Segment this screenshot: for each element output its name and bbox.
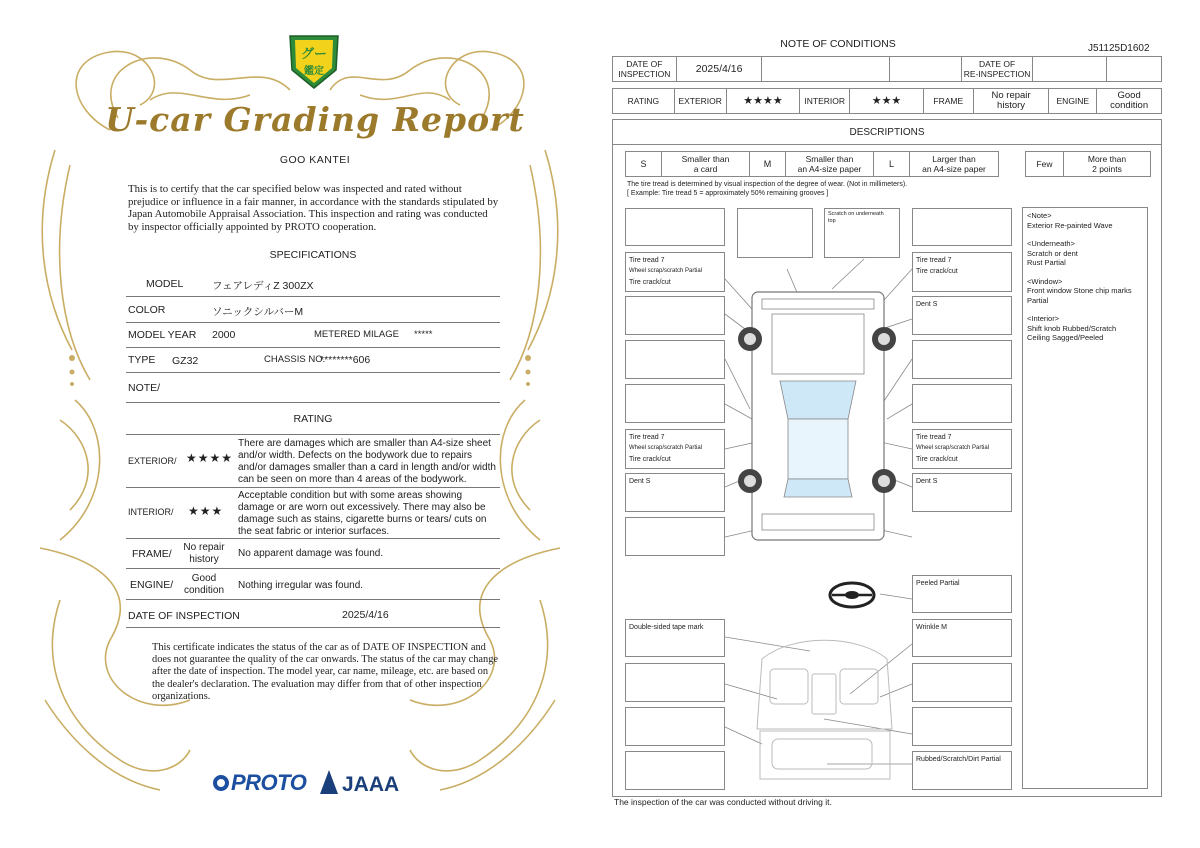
frame-label: FRAME [924,89,974,113]
frame-value [182,542,226,566]
window-line1: Front window Stone chip marks [1027,286,1132,295]
goo-kantei-badge-icon [286,30,342,92]
chassis-label: CHASSIS NO. [264,354,326,365]
description-box-interior-left-2 [625,707,725,746]
certificate-intro: This is to certify that the car specified below was inspected and rated without prejudice or influence in a fair manner, in accordance with the standards stipulated by Japan Automobile Appraisal Association. This inspection and rating was conducted by inspector officially appointed by PROTO cooperation. [128,183,499,233]
engine-value-line1: Good [1117,90,1141,101]
proto-logo [213,770,306,796]
jaaa-logo-text: JAAA [342,773,400,796]
description-box-left-1 [625,296,725,335]
steering-peeled: Peeled Partial [916,580,960,587]
underneath-line1: Scratch or dent [1027,248,1078,258]
description-box-front-left-tire [625,252,725,292]
fr-tire-crack: Tire crack/cut [916,268,958,275]
legend-m: M [750,152,786,176]
description-box-front-right-tire [912,252,1012,292]
description-box-left-4 [625,517,725,556]
note-line1: Exterior Re-painted Wave [1027,220,1113,230]
legend-s-desc-2: a card [693,164,718,174]
window-line2: Partial [1027,295,1049,305]
rating-heading: RATING [293,413,333,425]
description-box-front-right-dent [912,296,1012,335]
legend-few: Few [1026,152,1064,176]
specifications-heading: SPECIFICATIONS [269,249,357,261]
spec-row-year [126,323,500,348]
description-box-rubbed [912,751,1012,790]
car-top-view [738,292,896,540]
engine-value [182,573,226,597]
note-heading: <Note> [1027,211,1052,220]
fr-tire-tread: Tire tread 7 [916,257,952,264]
frame-value-line2: history [189,554,219,565]
interior-label: INTERIOR [800,89,850,113]
fl-tire-crack: Tire crack/cut [629,279,671,286]
notes-window [1027,277,1143,306]
spec-row-note [126,373,500,403]
color-label: COLOR [128,304,166,316]
description-box-rear-left-tire [625,429,725,469]
car-interior-view [757,640,892,779]
chassis-value: ********606 [320,354,371,366]
notes-interior [1027,314,1143,343]
description-box-left-2 [625,340,725,379]
underneath-heading: <Underneath> [1027,239,1075,248]
description-box-underneath [824,208,900,258]
mileage-value: ***** [414,329,433,340]
description-box-rear-right-dent [912,473,1012,512]
rl-wheel-scrap: Wheel scrap/scratch Partial [629,445,703,451]
rating-label: RATING [613,89,675,113]
legend-s-desc-1: Smaller than [681,154,730,164]
date-label-line2: INSPECTION [618,69,671,79]
steering-wheel-icon [830,583,874,607]
row-date-of-inspection [126,600,500,628]
tire-note-line1: The tire tread is determined by visual inspection of the degree of wear. (Not in millimeters). [627,181,908,188]
rl-tire-tread: Tire tread 7 [629,434,665,441]
date-label-line1: DATE OF [626,59,663,69]
rating-row-interior [126,488,500,539]
note-title: NOTE OF CONDITIONS [780,38,896,50]
descriptions-heading: DESCRIPTIONS [613,120,1161,145]
note-label: NOTE/ [128,382,161,394]
engine-value-line1: Good [191,573,217,584]
description-box-rear-left-dent [625,473,725,512]
date-empty-cell-2 [890,57,962,81]
legend-l-desc-1: Larger than [932,154,976,164]
note-of-conditions [600,0,1200,848]
model-value: フェアレディZ 300ZX [212,280,314,292]
legend-more-2: 2 points [1092,164,1122,174]
rating-row-frame [126,539,500,569]
rr-tire-tread: Tire tread 7 [916,434,952,441]
description-box-front-top [737,208,813,258]
frame-value-line2: history [997,100,1026,111]
date-of-inspection-label [613,57,677,81]
rr-wheel-scrap: Wheel scrap/scratch Partial [916,445,990,451]
legend-m-desc-2: an A4-size paper [797,164,862,174]
badge-top-text: グー [300,47,328,62]
document-id: J51125D1602 [1088,43,1150,54]
exterior-stars: ★★★★ [727,89,801,113]
date-of-inspection-value: 2025/4/16 [342,609,389,621]
inspection-footer-note: The inspection of the car was conducted without driving it. [614,797,832,807]
interior-stars: ★★★ [188,504,224,518]
interior-description: Acceptable condition but with some areas showing damage or are worn out excessively. There may also be damage such as stains, cigarette burns or tears/ cuts on the seat fabric or interior surfaces. [238,490,487,537]
certificate-subtitle: GOO KANTEI [279,154,351,166]
legend-l-desc-2: an A4-size paper [922,164,986,174]
underneath-line2: top [828,218,836,224]
fr-dent: Dent S [916,301,938,308]
engine-description: Nothing irregular was found. [238,580,364,591]
fl-tire-tread: Tire tread 7 [629,257,665,264]
reinspect-label-line2: RE-INSPECTION [963,69,1031,79]
type-label: TYPE [128,354,156,366]
frame-description: No apparent damage was found. [238,548,384,559]
re-inspection-extra [1107,57,1161,81]
rr-dent: Dent S [916,478,938,485]
rating-row-engine [126,569,500,600]
date-of-inspection-value: 2025/4/16 [677,57,763,81]
description-box-interior-right-2 [912,707,1012,746]
description-box-front-left-top [625,208,725,246]
interior-line2: Ceiling Sagged/Peeled [1027,333,1104,342]
window-heading: <Window> [1027,276,1063,286]
date-empty-cell [762,57,890,81]
fl-wheel-scrap: Wheel scrap/scratch Partial [629,268,703,274]
engine-label: ENGINE [1049,89,1097,113]
type-value: GZ32 [172,355,199,367]
engine-value-line2: condition [183,585,225,596]
frame-label: FRAME/ [132,548,172,560]
frame-value [974,89,1050,113]
model-label: MODEL [146,278,184,290]
notes-general [1027,211,1143,230]
description-box-front-right-top [912,208,1012,246]
description-box-left-3 [625,384,725,423]
interior-heading: <Interior> [1027,314,1060,323]
proto-logo-text: PROTO [231,770,307,795]
spec-row-type [126,348,500,373]
proto-q-icon [213,775,229,791]
legend-more-1: More than [1087,154,1127,164]
description-box-right-2 [912,384,1012,423]
exterior-label: EXTERIOR/ [128,456,177,466]
rl-tire-crack: Tire crack/cut [629,456,671,463]
description-box-right-1 [912,340,1012,379]
jaaa-logo [320,770,399,797]
interior-label: INTERIOR/ [128,507,174,517]
certificate-footer: This certificate indicates the status of the car as of DATE OF INSPECTION and does not guarantee the quality of the car onwards. The status of the car may change after the date of inspection. The model year, car name, mileage, etc. are based on the dealer's declaration. The evaluation may differ from that of other inspection organizations. [152,642,499,702]
rubbed-scratch: Rubbed/Scratch/Dirt Partial [916,756,1001,763]
mileage-label: METERED MILAGE [314,329,399,340]
engine-value [1097,89,1161,113]
reinspect-label-line1: DATE OF [978,59,1016,69]
exterior-label: EXTERIOR [675,89,727,113]
color-value: ソニックシルバーM [212,306,304,318]
exterior-stars: ★★★★ [186,451,234,465]
spec-row-model [126,270,500,297]
engine-label: ENGINE/ [130,579,174,591]
notes-panel [1022,207,1148,789]
description-box-wrinkle [912,619,1012,657]
rating-summary-row [612,88,1162,114]
legend-s: S [626,152,662,176]
model-year-label: MODEL YEAR [128,329,197,341]
rr-tire-crack: Tire crack/cut [916,456,958,463]
jaaa-mark-icon [320,770,338,794]
description-box-rear-right-tire [912,429,1012,469]
certificate-title: U-car Grading Report [105,100,525,139]
wrinkle: Wrinkle M [916,624,947,631]
engine-value-line2: condition [1110,100,1149,111]
interior-line1: Shift knob Rubbed/Scratch [1027,323,1117,333]
description-box-steering [912,575,1012,613]
description-box-interior-right-1 [912,663,1012,702]
description-box-interior-left-3 [625,751,725,790]
date-of-inspection-label: DATE OF INSPECTION [128,610,240,622]
tape-mark: Double-sided tape mark [629,624,704,631]
description-box-tape [625,619,725,657]
rl-dent: Dent S [629,478,651,485]
interior-stars: ★★★ [850,89,924,113]
inspection-date-row [612,56,1162,82]
spec-row-color [126,297,500,323]
badge-bottom-text: 鑑定 [304,66,324,77]
model-year-value: 2000 [212,329,236,341]
legend-m-desc-1: Smaller than [805,154,854,164]
underneath-line1: Scratch on underneath [828,211,884,217]
description-box-interior-left-1 [625,663,725,702]
legend-l: L [874,152,910,176]
rating-row-exterior [126,434,500,488]
frame-value-line1: No repair [183,542,225,553]
exterior-description: There are damages which are smaller than A4-size sheet and/or width. Defects on the bodywork due to repairs and/or damages smaller than a card in length and/or width can be seen on more than 4 areas of the bodywork. [238,438,496,485]
re-inspection-label [962,57,1034,81]
notes-underneath [1027,239,1143,268]
tire-note-line2: [ Example: Tire tread 5 = approximately 50% remaining grooves ] [627,190,829,197]
frame-value-line1: No repair [991,90,1031,101]
re-inspection-value [1033,57,1107,81]
underneath-line2: Rust Partial [1027,258,1066,267]
